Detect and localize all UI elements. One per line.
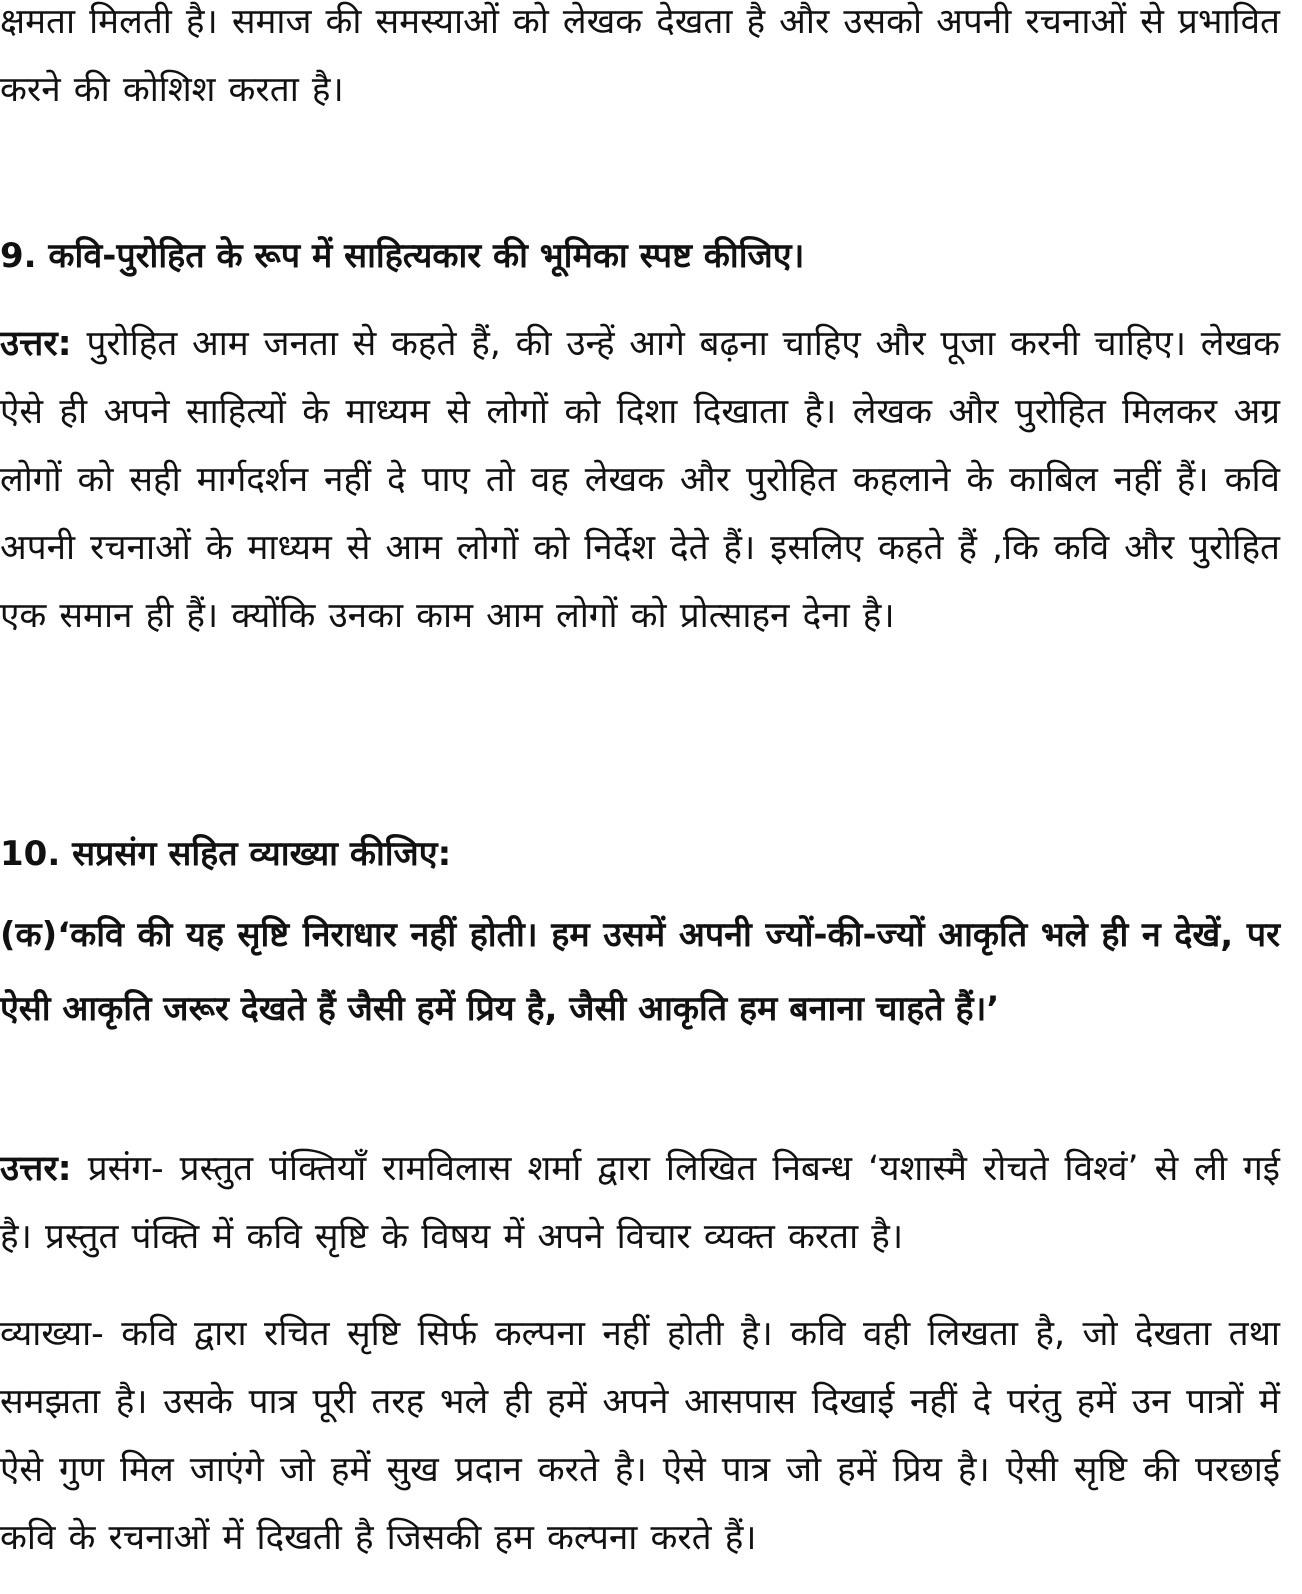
quote-text: ‘कवि की यह सृष्टि निराधार नहीं होती। हम उसमें अपनी ज्यों-की-ज्यों आकृति भले ही न देखें, पर ऐसी आकृति जरूर देखते हैं जैसी हमें प्रिय है, जैसी आकृति हम बनाना चाहते हैं।’ <box>0 915 1280 1029</box>
intro-text: क्षमता मिलती है। समाज की समस्याओं को लेखक देखता है और उसको अपनी रचनाओं से प्रभावित करने की कोशिश करता है। <box>0 2 1280 110</box>
question-9-heading: 9. कवि-पुरोहित के रूप में साहित्यकार की भूमिका स्पष्ट कीजिए। <box>0 236 805 276</box>
question-10-answer <box>0 1135 1280 1271</box>
explanation-text: व्याख्या- कवि द्वारा रचित सृष्टि सिर्फ कल्पना नहीं होती है। कवि वही लिखता है, जो देखता तथा समझता है। उसके पात्र पूरी तरह भले ही हमें अपने आसपास दिखाई नहीं दे परंतु हमें उन पात्रों में ऐसे गुण मिल जाएंगे जो हमें सुख प्रदान करते है। ऐसे पात्र जो हमें प्रिय है। ऐसी सृष्टि की परछाई कवि के रचनाओं में दिखती है जिसकी हम कल्पना करते हैं। <box>0 1314 1280 1558</box>
intro-paragraph <box>0 0 1280 124</box>
question-9-answer <box>0 310 1280 650</box>
part-marker: (क) <box>0 915 58 955</box>
answer-text: पुरोहित आम जनता से कहते हैं, की उन्हें आगे बढ़ना चाहिए और पूजा करनी चाहिए। लेखक ऐसे ही अपने साहित्यों के माध्यम से लोगों को दिशा दिखाता है। लेखक और पुरोहित मिलकर अग्र लोगों को सही मार्गदर्शन नहीं दे पाए तो वह लेखक और पुरोहित कहलाने के काबिल नहीं हैं। कवि अपनी रचनाओं के माध्यम से आम लोगों को निर्देश देते हैं। इसलिए कहते हैं ,कि कवि और पुरोहित एक समान ही हैं। क्योंकि उनका काम आम लोगों को प्रोत्साहन देना है। <box>0 324 1280 636</box>
explanation-paragraph <box>0 1300 1280 1572</box>
question-10-quote <box>0 898 1280 1046</box>
question-10-heading: 10. सप्रसंग सहित व्याख्या कीजिए: <box>0 834 452 874</box>
answer-label: उत्तर: <box>0 1149 72 1189</box>
answer-label: उत्तर: <box>0 324 72 364</box>
answer-text: प्रसंग- प्रस्तुत पंक्तियाँ रामविलास शर्मा द्वारा लिखित निबन्ध ‘यशास्मै रोचते विश्वं’ से ली गई है। प्रस्तुत पंक्ति में कवि सृष्टि के विषय में अपने विचार व्यक्त करता है। <box>0 1149 1280 1257</box>
